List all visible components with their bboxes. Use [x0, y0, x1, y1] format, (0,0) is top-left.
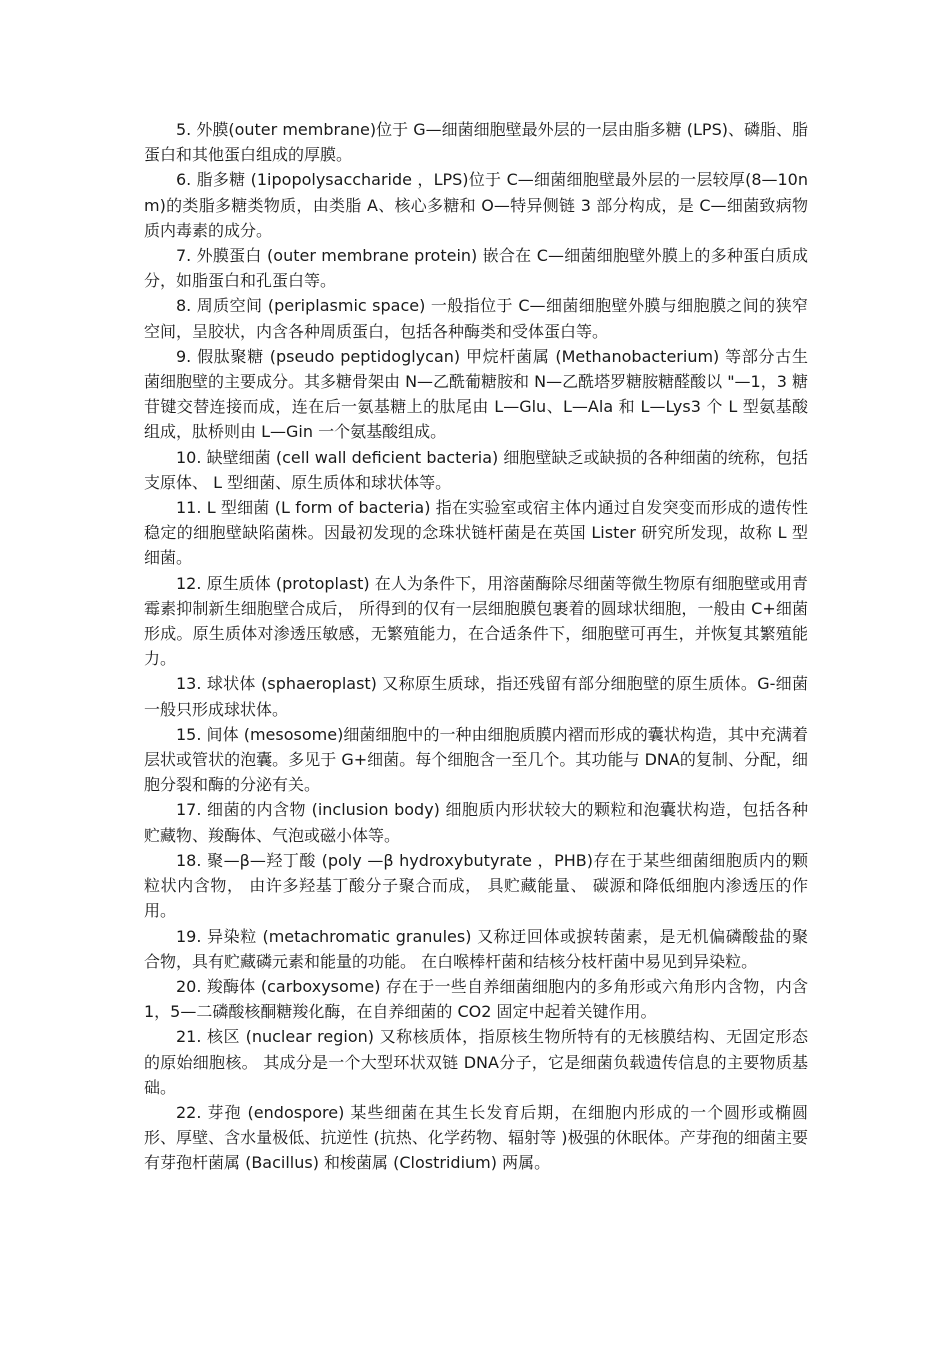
glossary-entry-nuclear-region: 21. 核区 (nuclear region) 又称核质体，指原核生物所特有的无核膜结构、无固定形态的原始细胞核。 其成分是一个大型环状双链 DNA分子，它是细菌负载遗传信息的主要物质基础。 [144, 1027, 808, 1097]
glossary-body [144, 117, 808, 1176]
glossary-entry-phb: 18. 聚—β—羟丁酸 (poly —β hydroxybutyrate ，PHB)存在于某些细菌细胞质内的颗粒状内含物， 由许多羟基丁酸分子聚合而成， 具贮藏能量、 碳源和降低细胞内渗透压的作用。 [144, 850, 808, 921]
glossary-entry-outer-membrane-protein: 7. 外膜蛋白 (outer membrane protein) 嵌合在 C—细菌细胞壁外膜上的多种蛋白质成分，如脂蛋白和孔蛋白等。 [144, 246, 808, 291]
glossary-entry-pseudo-peptidoglycan: 9. 假肽聚糖 (pseudo peptidoglycan) 甲烷杆菌属 (Methanobacterium) 等部分古生菌细胞壁的主要成分。其多糖骨架由 N—乙酰葡糖胺和 N—乙酰塔罗糖胺糖醛酸以 "—1，3 糖苷键交替连接而成，连在后一氨基糖上的肽尾由 L—Glu、L—Ala 和 L—Lys3 个 L 型氨基酸组成，肽桥则由 L—Gin 一个氨基酸组成。 [144, 346, 809, 442]
glossary-entry-metachromatic-granules: 19. 异染粒 (metachromatic granules) 又称迂回体或捩转菌素，是无机偏磷酸盐的聚合物，具有贮藏磷元素和能量的功能。 在白喉棒杆菌和结核分枝杆菌中易见到异染粒。 [144, 926, 808, 971]
glossary-entry-cell-wall-deficient-bacteria: 10. 缺壁细菌 (cell wall deficient bacteria) 细胞壁缺乏或缺损的各种细菌的统称，包括支原体、 L 型细菌、原生质体和球状体等。 [144, 447, 808, 492]
glossary-entry-sphaeroplast: 13. 球状体 (sphaeroplast) 又称原生质球，指还残留有部分细胞壁的原生质体。G-细菌一般只形成球状体。 [144, 674, 808, 719]
glossary-entry-lipopolysaccharide: 6. 脂多糖 (1ipopolysaccharide ，LPS)位于 C—细菌细胞壁最外层的一层较厚(8—10nm)的类脂多糖类物质，由类脂 A、核心多糖和 O—特异侧链 3 部分构成，是 C—细菌致病物质内毒素的成分。 [144, 170, 808, 240]
glossary-entry-inclusion-body: 17. 细菌的内含物 (inclusion body) 细胞质内形状较大的颗粒和泡囊状构造，包括各种贮藏物、羧酶体、气泡或磁小体等。 [144, 800, 808, 845]
glossary-entry-endospore: 22. 芽孢 (endospore) 某些细菌在其生长发育后期，在细胞内形成的一个圆形或椭圆形、厚壁、含水量极低、抗逆性 (抗热、化学药物、辐射等 )极强的休眠体。产芽孢的细菌主要有芽孢杆菌属 (Bacillus) 和梭菌属 (Clostridium) 两属。 [144, 1102, 808, 1173]
glossary-entry-protoplast: 12. 原生质体 (protoplast) 在人为条件下，用溶菌酶除尽细菌等微生物原有细胞壁或用青霉素抑制新生细胞壁合成后， 所得到的仅有一层细胞膜包裹着的圆球状细胞，一般由 C+细菌形成。原生质体对渗透压敏感，无繁殖能力，在合适条件下，细胞壁可再生，并恢复其繁殖能力。 [144, 573, 808, 669]
glossary-entry-periplasmic-space: 8. 周质空间 (periplasmic space) 一般指位于 C—细菌细胞壁外膜与细胞膜之间的狭窄空间，呈胶状，内含各种周质蛋白，包括各种酶类和受体蛋白等。 [144, 296, 808, 341]
glossary-entry-carboxysome: 20. 羧酶体 (carboxysome) 存在于一些自养细菌细胞内的多角形或六角形内含物，内含 1，5—二磷酸核酮糖羧化酶，在自养细菌的 CO2 固定中起着关键作用。 [144, 976, 808, 1022]
glossary-entry-mesosome: 15. 间体 (mesosome)细菌细胞中的一种由细胞质膜内褶而形成的囊状构造，其中充满着层状或管状的泡囊。多见于 G+细菌。每个细胞含一至几个。其功能与 DNA的复制、分配，细胞分裂和酶的分泌有关。 [144, 724, 808, 795]
glossary-entry-outer-membrane: 5. 外膜(outer membrane)位于 G—细菌细胞壁最外层的一层由脂多糖 (LPS)、磷脂、脂蛋白和其他蛋白组成的厚膜。 [144, 120, 808, 165]
glossary-entry-l-form-bacteria: 11. L 型细菌 (L form of bacteria) 指在实验室或宿主体内通过自发突变而形成的遗传性稳定的细胞壁缺陷菌株。因最初发现的念珠状链杆菌是在英国 Lister 研究所发现，故称 L 型细菌。 [144, 498, 808, 568]
